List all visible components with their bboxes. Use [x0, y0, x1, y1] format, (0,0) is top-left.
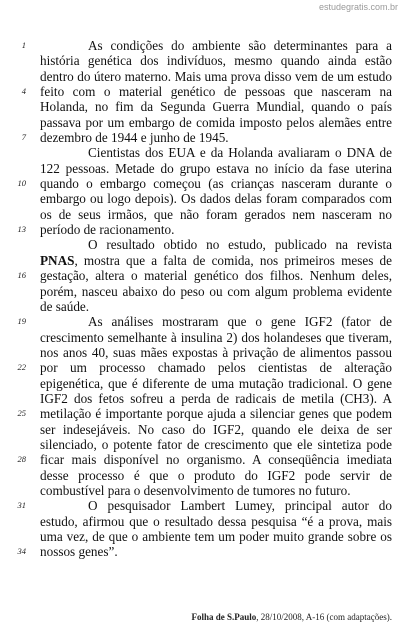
line-number: 1 — [21, 40, 26, 50]
line-number: 16 — [17, 270, 26, 280]
article-body — [40, 38, 392, 560]
line-number: 25 — [17, 408, 26, 418]
line-number: 22 — [17, 362, 26, 372]
paragraph-2: Cientistas dos EUA e da Holanda avaliaram o DNA de 122 pessoas. Metade do grupo estava no início da fase uterina quando o embargo começou (as crianças nasceram durante o embargo ou logo depois). Os dados delas foram comparados com os de seus irmãos, que não foram gerados nem nasceram no período de racionamento. — [40, 145, 392, 238]
paragraph-3-start: O resultado obtido no estudo, publicado na revista — [88, 237, 392, 253]
paragraph-3 — [40, 237, 392, 314]
line-number: 34 — [17, 546, 26, 556]
line-number: 28 — [17, 454, 26, 464]
source-details: , 28/10/2008, A-16 (com adaptações). — [256, 612, 392, 622]
line-number: 10 — [17, 178, 26, 188]
paragraph-3-rest: , mostra que a falta de comida, nos primeiros meses de gestação, altera o material genético dos filhos. Nenhum deles, porém, nasceu abaixo do peso ou com algum problema evidente de saúde. — [40, 252, 392, 314]
source-name: Folha de S.Paulo — [191, 612, 257, 622]
line-number: 13 — [17, 224, 26, 234]
site-watermark: estudegratis.com.br — [318, 2, 398, 12]
paragraph-5: O pesquisador Lambert Lumey, principal autor do estudo, afirmou que o resultado dessa pesquisa “é a prova, mais uma vez, de que o ambiente tem um poder muito grande sobre os nossos genes”. — [40, 498, 392, 560]
paragraph-1: As condições do ambiente são determinantes para a história genética dos indivíduos, mesmo quando ainda estão dentro do útero materno. Mais uma prova disso vem de um estudo feito com o material genético de pessoas que nasceram na Holanda, no fim da Segunda Guerra Mundial, quando o país passava por um embargo de comida imposto pelos alemães entre dezembro de 1944 e junho de 1945. — [40, 38, 392, 146]
line-number: 19 — [17, 316, 26, 326]
line-number: 31 — [17, 500, 26, 510]
line-number: 4 — [21, 86, 26, 96]
paragraph-4: As análises mostraram que o gene IGF2 (fator de crescimento semelhante à insulina 2) dos holandeses que tiveram, nos anos 40, suas mães expostas à privação de alimentos passou por um processo chamado pelos cientistas de alteração epigenética, que é diferente de uma mutação tradicional. O gene IGF2 dos fetos sofreu a perda de radicais de metila (CH3). A metilação é importante porque ajuda a silenciar genes que podem ser indesejáveis. No caso do IGF2, quando ele deixa de ser silenciado, o potente fator de crescimento que ele sintetiza pode ficar mais disponível no organismo. A conseqüência imediata desse processo é que o produto do IGF2 pode servir de combustível para o desenvolvimento de tumores no futuro. — [40, 314, 392, 498]
line-number: 7 — [21, 132, 26, 142]
journal-name: PNAS — [40, 252, 75, 268]
source-citation — [192, 612, 392, 622]
